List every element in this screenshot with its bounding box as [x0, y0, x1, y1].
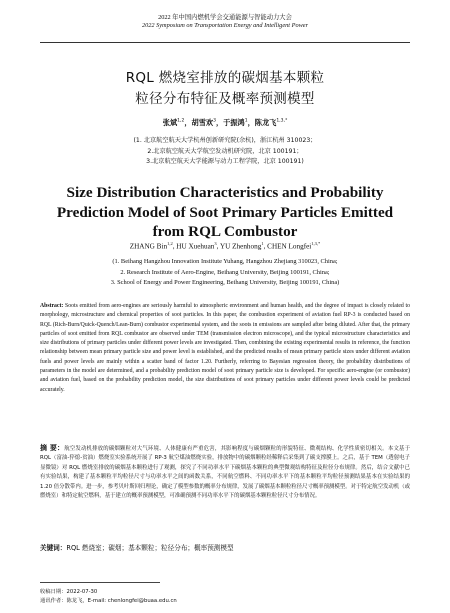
abstract-label: Abstract: — [40, 303, 64, 309]
chinese-abstract — [40, 444, 410, 501]
abstract-text: Soots emitted from aero-engines are seriously harmful to atmospheric environment and human health, and the degree of impact is closely related to morphology, microstructure and chemical properties of soot particles. In this paper, the combustion experiment of aviation fuel RP-3 is conducted based on RQL (Rich-Burn/Quick-Quench/Lean-Burn) combustor experimental system, and the soots in emissions are sampled after being diluted. After that, the primary particles of soot emitted from RQL combustor are observed under TEM (transmission electron microscope), and the typical microstructure characteristics and size distributions of primary particles under different power levels are investigated. Then, combining the existing experimental results in reference, the function relationship between mean primary particle size and power level is established, and the predicted results of mean primary particle sizes under different aviation fuels and power levels are mainly within a scatter band of factor 1.20. Furtherly, referring to Bayesian regression theory, the probability distributions of parameters in the model are determined, and a probability prediction model of soot primary particle size is developed. For specific aero-engine (or combustor) and aviation fuel, based on the probability prediction model, the size distributions of soot primary particles under different power levels could be predicted accurately. — [40, 303, 410, 393]
author-3: ，于振鸿 — [215, 118, 245, 127]
conference-header — [0, 14, 450, 31]
author-1: 张斌 — [162, 118, 178, 127]
author-2: ，胡雪欢 — [184, 118, 214, 127]
cn-affiliation-2: 2.北京航空航天大学航空发动机研究院，北京 100191； — [147, 147, 303, 155]
footnote-rule — [40, 582, 160, 583]
chinese-affiliations — [0, 136, 450, 168]
footnote — [40, 588, 177, 606]
cn-abstract-label: 摘 要： — [40, 444, 65, 452]
english-title: Size Distribution Characteristics and Probability Prediction Model of Soot Primary Particles Emitted from RQL Combustor — [56, 184, 394, 240]
author-3-affil: 1 — [244, 118, 248, 124]
corresponding-author: 通讯作者：陈龙飞，E-mail: chenlongfei@buaa.edu.cn — [40, 598, 177, 604]
en-author-4-affil: 1,3,* — [311, 241, 321, 246]
chinese-authors — [0, 118, 450, 128]
cn-abstract-text: 航空发动机排放的碳烟颗粒对大气环境、人体健康有严重危害，其影响程度与碳烟颗粒的形貌特征、微观结构、化学性质密切相关。本文基于 RQL（富油-猝熄-贫油）燃烧室实验系统开展了 RP-3 航空煤油燃烧实验，排放物中的碳烟颗粒经稀释后采集到了碳支撑膜上。之后，基于 TEM（透射电子显微镜）对 RQL 燃烧室排放的碳烟基本颗粒进行了观测，探究了不同功率水平下碳烟基本颗粒的典型微观结构特征及粒径分布规律。然后，结合文献中已有实验结果，构建了基本颗粒平均粒径尺寸与功率水平之间的函数关系，不同航空燃料、不同功率水平下的基本颗粒平均粒径预测结果基本在实验结果的 1.20 倍分散带内。进一步，参考贝叶斯回归理论，确定了模型参数的概率分布规律，发展了碳烟基本颗粒粒径尺寸概率预测模型。对于特定航空发动机（或燃烧室）和特定航空燃料，基于建立的概率预测模型，可准确预测不同功率水平下的碳烟基本颗粒粒径尺寸分布情况。 — [40, 446, 410, 500]
chinese-title-line-1: RQL 燃烧室排放的碳烟基本颗粒 — [125, 70, 325, 86]
english-abstract — [40, 302, 410, 395]
cn-affiliation-3: 3.北京航空航天大学能源与动力工程学院，北京 100191) — [146, 158, 304, 166]
en-author-2-affil: 3 — [214, 241, 217, 246]
chinese-title-line-2: 粒径分布特征及概率预测模型 — [135, 91, 315, 107]
header-rule — [40, 42, 410, 43]
en-affiliation-1: (1. Beihang Hangzhou Innovation Institute Yuhang, Hangzhou Zhejiang 310023, China; — [112, 258, 338, 265]
author-4-affil: 1,3,* — [276, 118, 288, 124]
en-author-3: , YU Zhenhong — [216, 242, 262, 251]
chinese-title — [0, 68, 450, 110]
en-author-2: , HU Xuehuan — [172, 242, 215, 251]
en-affiliation-2: 2. Research Institute of Aero-Engine, Beihang University, Beijing 100191, China; — [120, 268, 330, 276]
author-4: ，陈龙飞 — [247, 118, 277, 127]
conference-name-en: 2022 Symposium on Transportation Energy and Intelligent Power — [141, 22, 309, 30]
en-author-4: , CHEN Longfei — [263, 242, 312, 251]
received-date: 收稿日期：2022-07-30 — [40, 589, 98, 595]
keywords — [40, 542, 410, 552]
keywords-text: RQL 燃烧室；碳烟；基本颗粒；粒径分布；概率预测模型 — [66, 544, 234, 552]
en-affiliation-3: 3. School of Energy and Power Engineering, Beihang University, Beijing 100191, China) — [110, 279, 340, 286]
cn-affiliation-1: (1. 北京航空航天大学杭州创新研究院(余杭)，浙江杭州 310023； — [133, 137, 317, 144]
keywords-label: 关键词： — [40, 544, 67, 552]
author-2-affil: 3 — [213, 118, 216, 124]
english-affiliations — [0, 257, 450, 289]
english-authors — [0, 241, 450, 250]
conference-name-cn: 2022 年中国内燃机学会交通能源与智能动力大会 — [158, 14, 292, 21]
en-author-1-affil: 1,2 — [167, 241, 173, 246]
en-author-3-affil: 1 — [261, 241, 264, 246]
en-author-1: ZHANG Bin — [129, 242, 168, 251]
author-1-affil: 1,2 — [177, 118, 185, 124]
